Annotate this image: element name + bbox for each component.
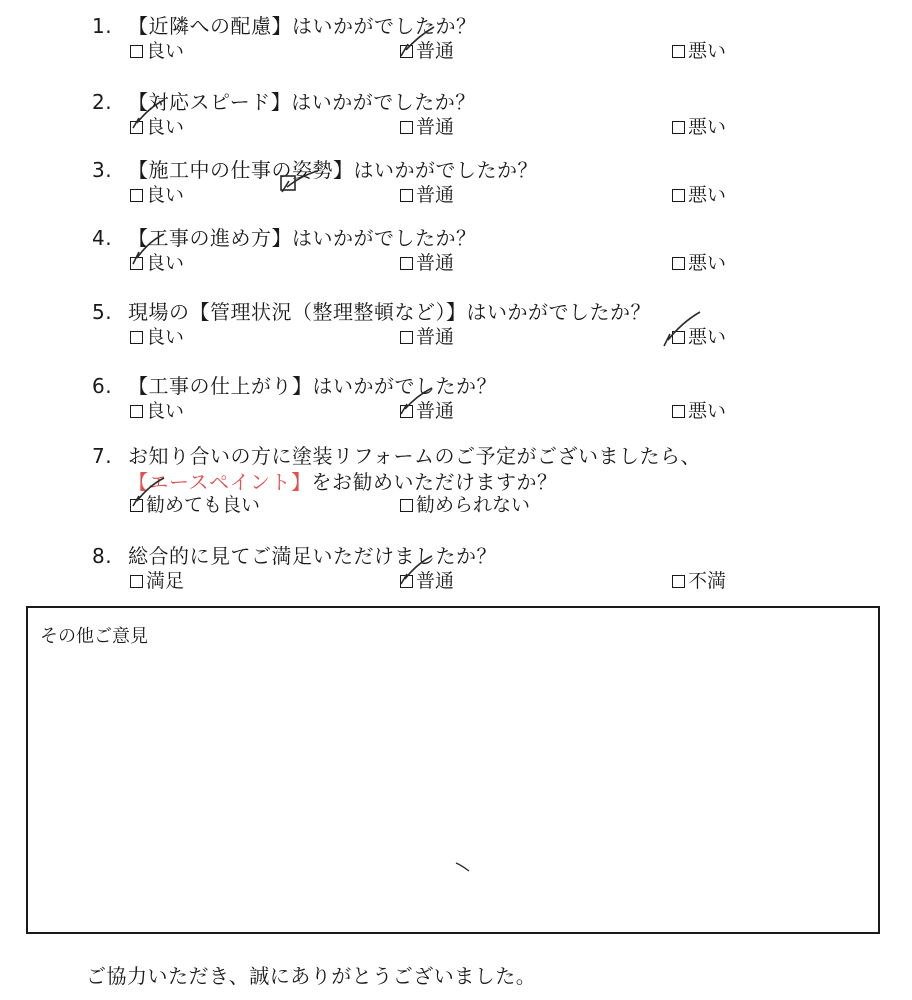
checkbox[interactable] xyxy=(672,257,685,270)
checkbox[interactable] xyxy=(130,405,143,418)
question-text: 総合的に見てご満足いただけましたか？ xyxy=(128,544,497,568)
question-number: 7. xyxy=(92,444,113,468)
option-normal[interactable]: 普通 xyxy=(400,396,454,423)
checkbox[interactable] xyxy=(130,331,143,344)
question-number: 1. xyxy=(92,14,113,38)
option-normal[interactable]: 普通 xyxy=(400,322,454,349)
option-good[interactable]: 良い xyxy=(130,112,184,139)
option-bad[interactable]: 悪い xyxy=(672,36,726,63)
question-text: 現場の【管理状況（整理整頓など）】はいかがでしたか？ xyxy=(128,300,651,324)
checkbox[interactable] xyxy=(130,257,143,270)
option-good[interactable]: 良い xyxy=(130,180,184,207)
comment-box[interactable] xyxy=(26,606,880,934)
question-text: お知り合いの方に塗装リフォームのご予定がございましたら、 xyxy=(128,444,701,468)
question-text: 【工事の仕上がり】はいかがでしたか？ xyxy=(128,374,497,398)
question-text-cont: をお勧めいただけますか？ xyxy=(311,470,558,494)
option-normal[interactable]: 普通 xyxy=(400,566,454,593)
checkbox[interactable] xyxy=(130,575,143,588)
option-normal[interactable]: 普通 xyxy=(400,248,454,275)
checkbox[interactable] xyxy=(130,45,143,58)
checkbox[interactable] xyxy=(400,257,413,270)
checkbox[interactable] xyxy=(672,575,685,588)
checkbox[interactable] xyxy=(672,331,685,344)
option-bad[interactable]: 悪い xyxy=(672,248,726,275)
checkbox[interactable] xyxy=(400,331,413,344)
option-good[interactable]: 良い xyxy=(130,396,184,423)
checkbox[interactable] xyxy=(400,121,413,134)
question-number: 2. xyxy=(92,90,113,114)
question-number: 4. xyxy=(92,226,113,250)
option-dissatisfied[interactable]: 不満 xyxy=(672,566,726,593)
option-bad[interactable]: 悪い xyxy=(672,112,726,139)
thanks-message: ご協力いただき、誠にありがとうございました。 xyxy=(86,964,537,988)
option-bad[interactable]: 悪い xyxy=(672,322,726,349)
checkbox[interactable] xyxy=(400,405,413,418)
question-number: 3. xyxy=(92,158,113,182)
option-good[interactable]: 良い xyxy=(130,248,184,275)
option-normal[interactable]: 普通 xyxy=(400,180,454,207)
checkbox[interactable] xyxy=(400,575,413,588)
option-normal[interactable]: 普通 xyxy=(400,36,454,63)
question-text: 【施工中の仕事の姿勢】はいかがでしたか？ xyxy=(128,158,538,182)
checkbox[interactable] xyxy=(130,189,143,202)
comment-label: その他ご意見 xyxy=(40,626,148,647)
option-bad[interactable]: 悪い xyxy=(672,396,726,423)
option-normal[interactable]: 普通 xyxy=(400,112,454,139)
checkbox[interactable] xyxy=(130,121,143,134)
checkbox[interactable] xyxy=(400,45,413,58)
checkbox[interactable] xyxy=(672,45,685,58)
question-number: 8. xyxy=(92,544,113,568)
checkbox[interactable] xyxy=(400,189,413,202)
option-satisfied[interactable]: 満足 xyxy=(130,566,184,593)
option-recommend[interactable]: 勧めても良い xyxy=(130,490,260,517)
option-not-recommend[interactable]: 勧められない xyxy=(400,490,530,517)
checkbox[interactable] xyxy=(400,499,413,512)
checkbox[interactable] xyxy=(672,189,685,202)
option-bad[interactable]: 悪い xyxy=(672,180,726,207)
question-text: 【対応スピード】はいかがでしたか？ xyxy=(128,90,476,114)
option-good[interactable]: 良い xyxy=(130,36,184,63)
question-text: 【工事の進め方】はいかがでしたか？ xyxy=(128,226,477,250)
pen-stroke-mark xyxy=(454,860,474,874)
checkbox[interactable] xyxy=(672,121,685,134)
company-name: 【エースペイント】 xyxy=(128,470,312,494)
checkbox[interactable] xyxy=(130,499,143,512)
checkbox[interactable] xyxy=(672,405,685,418)
question-text: 【近隣への配慮】はいかがでしたか？ xyxy=(128,14,477,38)
question-number: 5. xyxy=(92,300,113,324)
question-number: 6. xyxy=(92,374,113,398)
option-good[interactable]: 良い xyxy=(130,322,184,349)
